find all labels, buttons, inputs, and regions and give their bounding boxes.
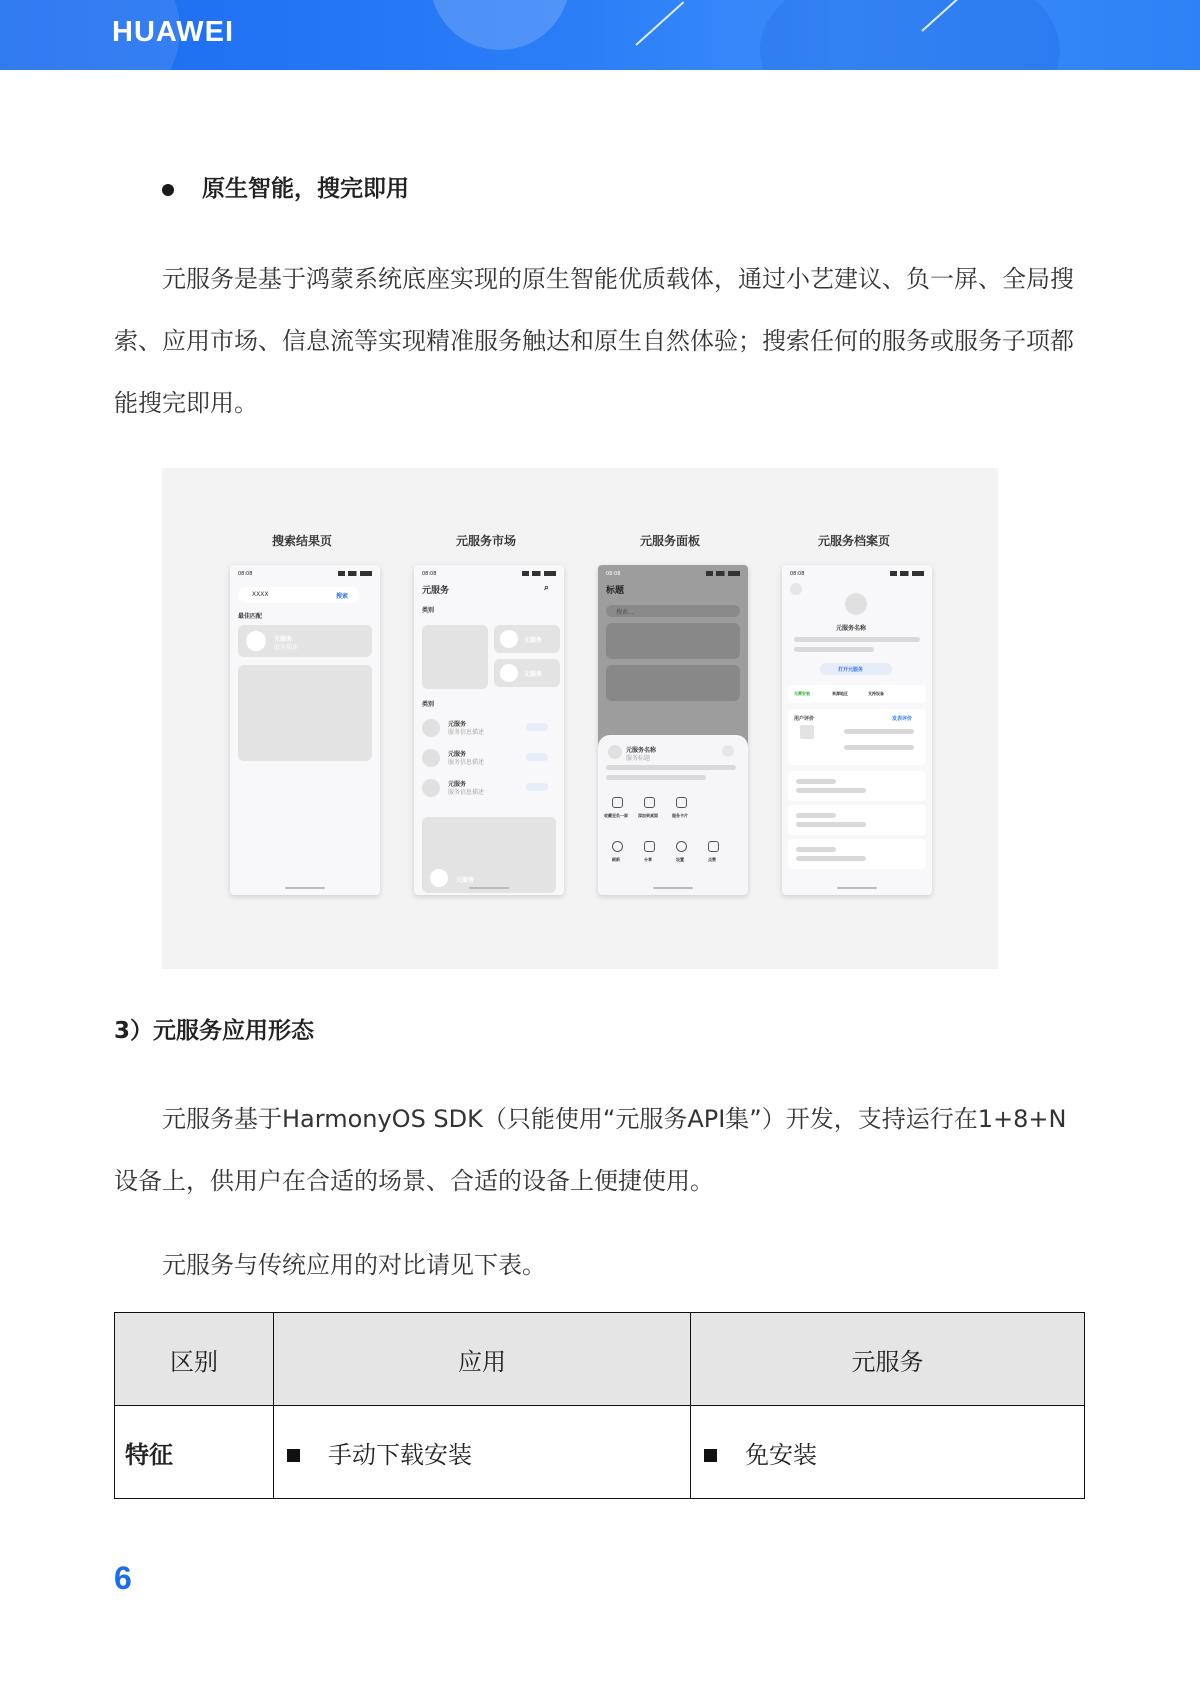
bullet-heading: 原生智能，搜完即用 — [162, 170, 409, 203]
back-icon[interactable] — [790, 583, 802, 595]
category-tile — [422, 625, 488, 689]
intro-paragraph — [114, 248, 1089, 434]
list-item: 元服务 服务信息描述 — [422, 745, 556, 775]
search-input: XXXX 搜索 — [238, 587, 360, 603]
table-header: 应用 — [274, 1313, 691, 1406]
phone-screen: 08:08 元服务 ⌕ 类别 元服务 元服务 类别 元服务 服务信息描述 元服务 服务信息描述 元服务 服务信息描述 元服务 — [414, 565, 564, 895]
square-bullet-icon — [704, 1449, 717, 1462]
table-header-row — [115, 1313, 1085, 1406]
section-title: 3）元服务应用形态 — [114, 1018, 315, 1044]
settings-icon — [676, 841, 687, 852]
paragraph-line: 设备上，供用户在合适的场景、合适的设备上便捷使用。 — [114, 1167, 714, 1195]
square-bullet-icon — [287, 1449, 300, 1462]
table-intro-paragraph — [114, 1234, 1089, 1296]
sdk-paragraph — [114, 1088, 1089, 1212]
list-item: 元服务 服务信息描述 — [422, 715, 556, 745]
content-placeholder — [238, 665, 372, 761]
close-icon[interactable] — [722, 745, 734, 757]
grid-icon — [644, 797, 655, 808]
table-row — [115, 1406, 1085, 1499]
share-icon — [644, 841, 655, 852]
phone-screen: 08:08 元服务名称 打开元服务 无需安装 来源地区 支持设备 用户评价 发表评价 — [782, 565, 932, 895]
table-cell: 免安装 — [691, 1406, 1085, 1499]
phone-mockups-figure — [162, 468, 998, 969]
refresh-icon — [612, 841, 623, 852]
category-chip: 元服务 — [494, 625, 560, 653]
paragraph-line: 索、应用市场、信息流等实现精准服务触达和原生自然体验；搜索任何的服务或服务子项都 — [114, 327, 1074, 355]
header-decoration — [430, 0, 570, 50]
comparison-table — [114, 1312, 1085, 1499]
category-chip: 元服务 — [494, 659, 560, 687]
list-item: 元服务 服务信息描述 — [422, 775, 556, 805]
favorite-icon — [612, 797, 623, 808]
card-icon — [676, 797, 687, 808]
paragraph-line: 元服务是基于鸿蒙系统底座实现的原生智能优质载体，通过小艺建议、负一屏、全局搜 — [162, 265, 1074, 293]
huawei-logo: HUAWEI — [112, 16, 234, 48]
search-icon: ⌕ — [544, 583, 550, 593]
service-list — [422, 715, 556, 805]
phone-title: 元服务档案页 — [817, 534, 890, 548]
table-header: 元服务 — [691, 1313, 1085, 1406]
service-icon — [845, 593, 867, 615]
header-decoration — [635, 1, 684, 45]
bullet-dot-icon — [162, 184, 174, 196]
bottom-card: 元服务 — [422, 817, 556, 893]
status-bar: 08:08 — [606, 571, 740, 577]
header-banner — [0, 0, 1200, 70]
reviews-card: 用户评价 发表评价 — [788, 709, 926, 765]
phone-title: 搜索结果页 — [271, 534, 332, 548]
table-cell-label: 特征 — [115, 1406, 274, 1499]
paragraph-line: 元服务基于HarmonyOS SDK（只能使用“元服务API集”）开发，支持运行在1+8+N — [162, 1105, 1067, 1133]
service-panel-sheet: 元服务名称 服务标题 收藏至负一屏 添加到桌面 服务卡片 刷新 分享 设置 点赞 — [598, 735, 748, 895]
paragraph-line: 元服务与传统应用的对比请见下表。 — [162, 1251, 546, 1279]
status-bar: 08:08 — [422, 571, 556, 577]
table-header: 区别 — [115, 1313, 274, 1406]
phone-title: 元服务市场 — [455, 534, 516, 548]
header-decoration — [760, 0, 1060, 70]
status-bar: 08:08 — [238, 571, 372, 577]
like-icon — [708, 841, 719, 852]
status-bar: 08:08 — [790, 571, 924, 577]
search-button: 搜索 — [336, 593, 349, 600]
phone-screen: 08:08 XXXX 搜索 最佳匹配 元服务 服务描述 — [230, 565, 380, 895]
phone-screen: 08:08 标题 搜索... 元服务名称 服务标题 收藏至负一屏 添加到桌面 服务卡片 刷新 分享 设置 点赞 — [598, 565, 748, 895]
table-cell: 手动下载安装 — [274, 1406, 691, 1499]
paragraph-line: 能搜完即用。 — [114, 389, 258, 417]
page-number: 6 — [114, 1560, 132, 1596]
phone-title: 元服务面板 — [639, 534, 700, 548]
result-card: 元服务 服务描述 — [238, 625, 372, 657]
open-service-button[interactable]: 打开元服务 — [820, 663, 892, 675]
